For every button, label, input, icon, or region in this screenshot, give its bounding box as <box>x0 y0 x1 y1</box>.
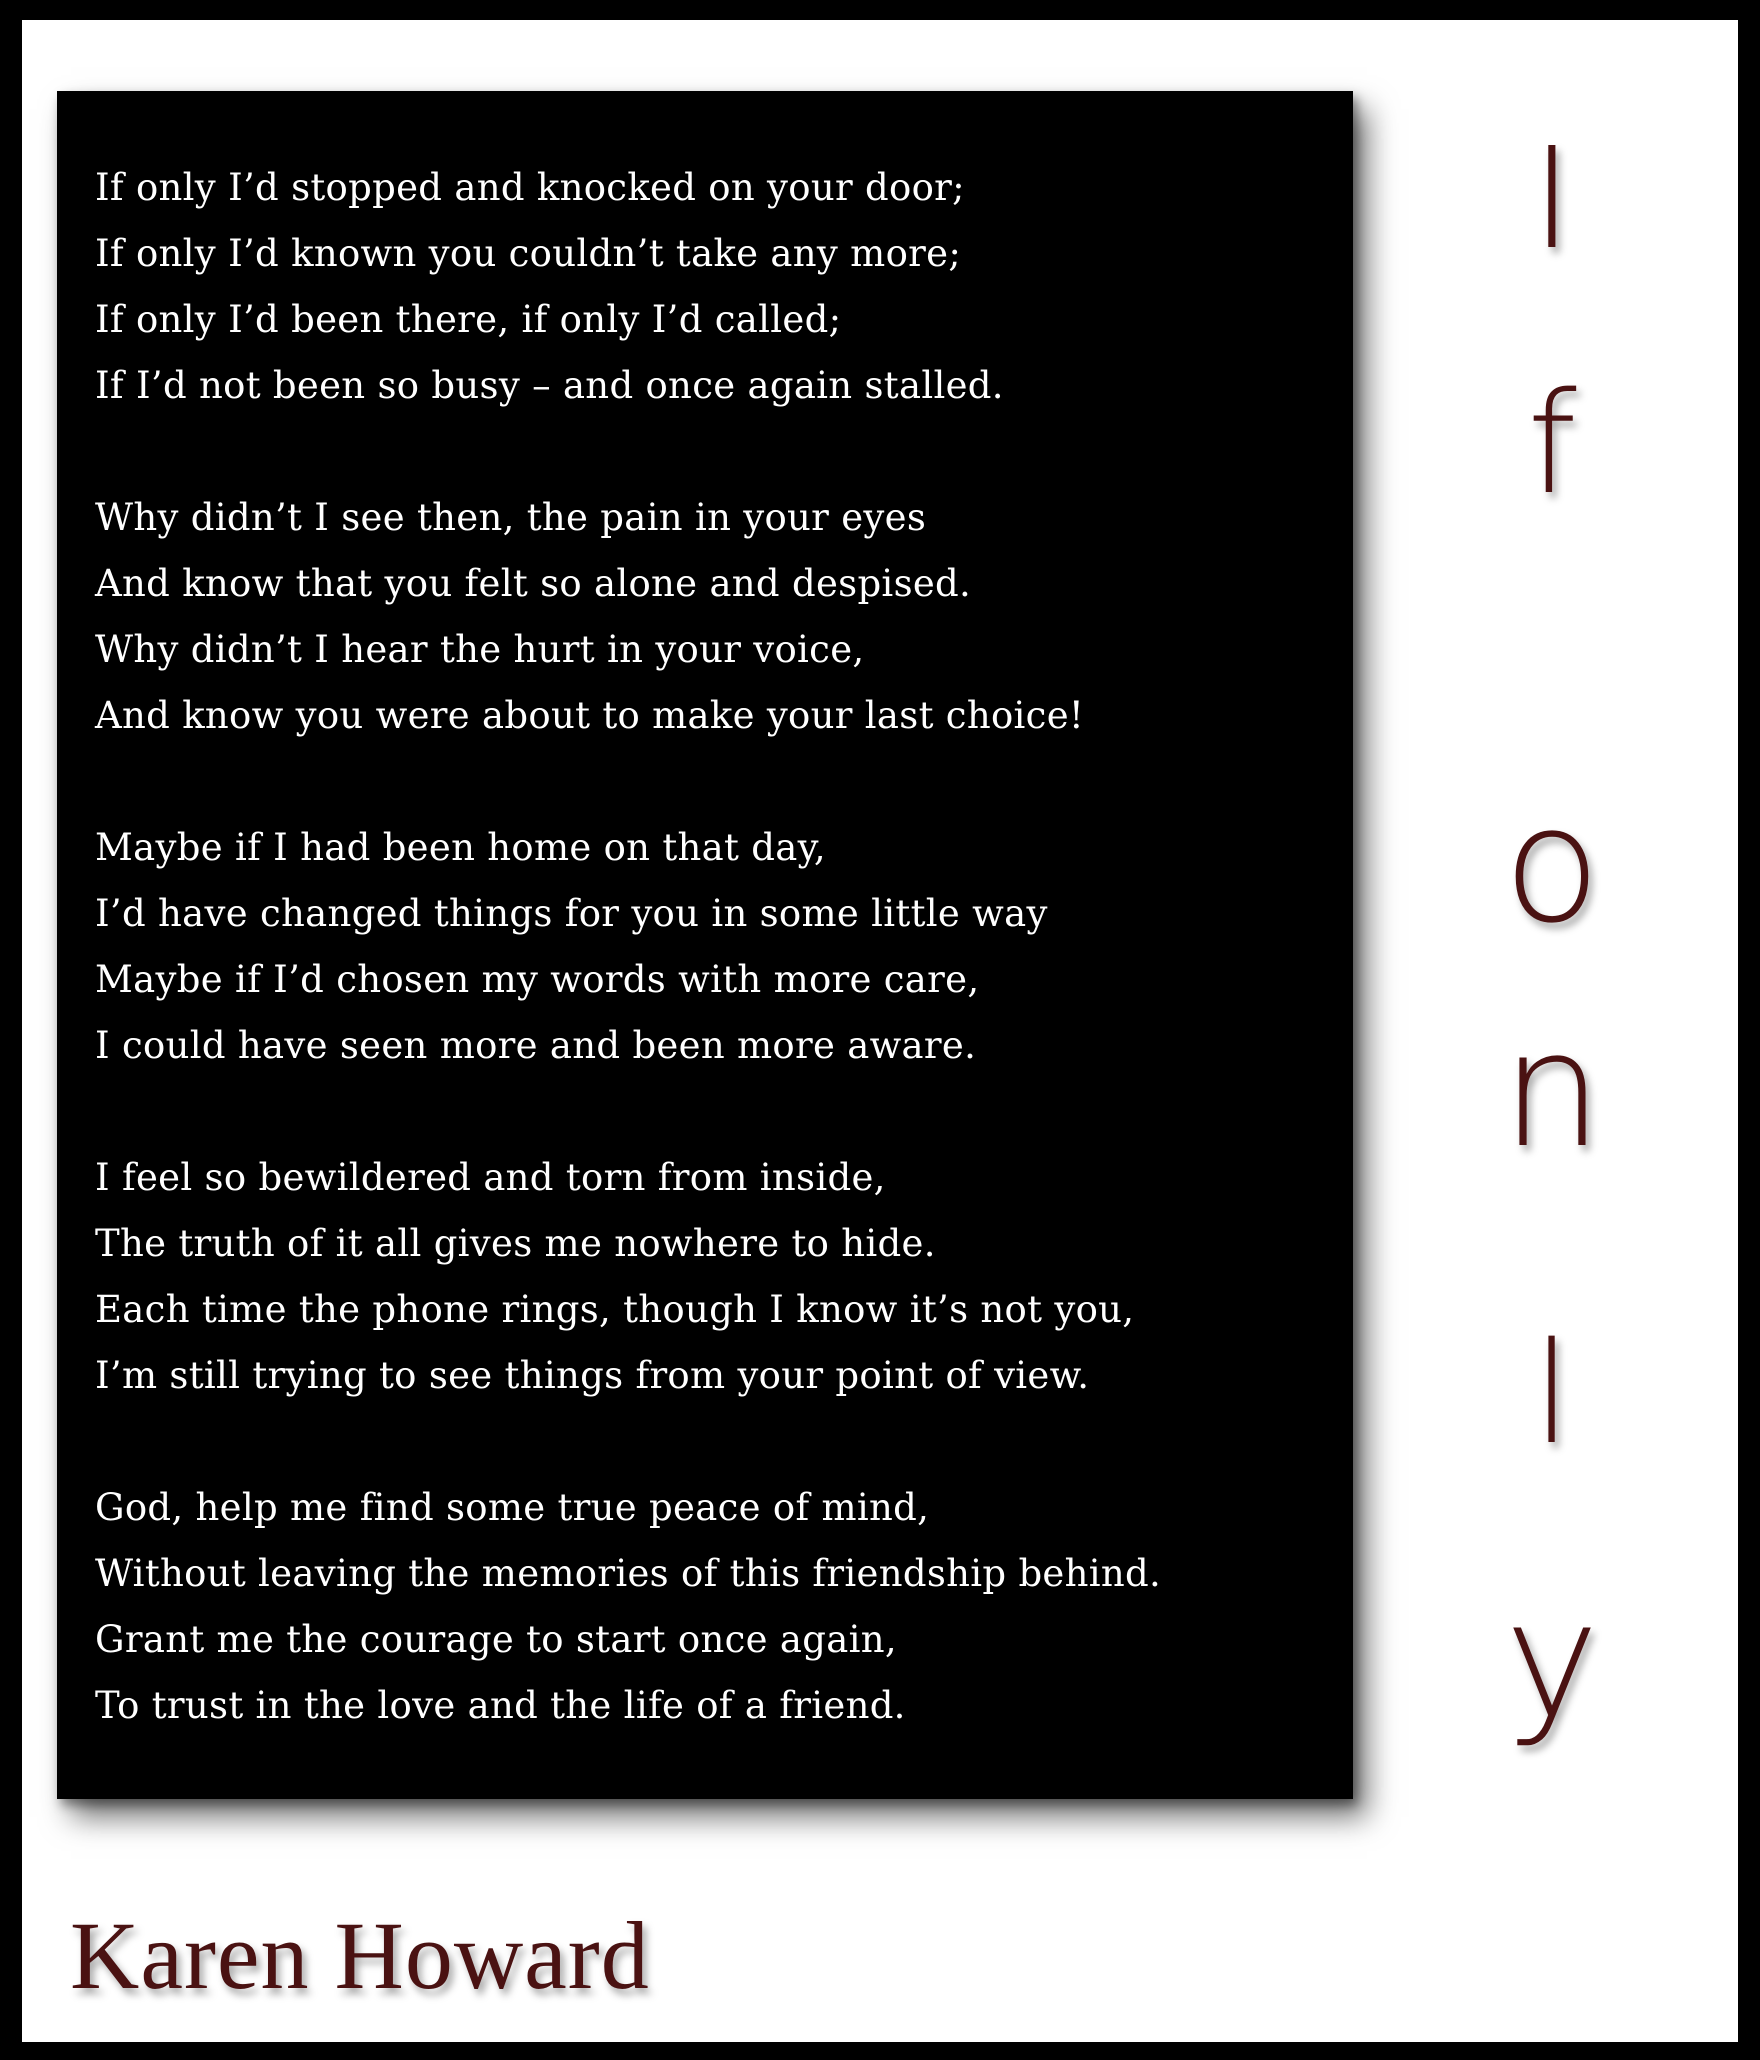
poem-line: And know you were about to make your last choice! <box>95 694 1085 737</box>
title-letter: o <box>1503 771 1601 958</box>
poem-line: Maybe if I had been home on that day, <box>95 826 826 869</box>
stanza-5 <box>95 1475 1353 1739</box>
poem-line: Why didn’t I see then, the pain in your eyes <box>95 496 927 539</box>
stanza-3 <box>95 815 1353 1079</box>
poem-line: If only I’d known you couldn’t take any more; <box>95 232 962 275</box>
poem-line: I feel so bewildered and torn from inside, <box>95 1156 886 1199</box>
poem-line: If only I’d stopped and knocked on your door; <box>95 166 965 209</box>
poem-line: To trust in the love and the life of a friend. <box>95 1684 906 1727</box>
poem-line: Why didn’t I hear the hurt in your voice, <box>95 628 865 671</box>
stanza-1 <box>95 155 1353 419</box>
poem-line: I could have seen more and been more aware. <box>95 1024 977 1067</box>
poem-line: Without leaving the memories of this friendship behind. <box>95 1552 1162 1595</box>
title-letter: f <box>1527 363 1577 526</box>
title-letter: I <box>1531 118 1573 281</box>
title-letter: y <box>1504 1566 1600 1753</box>
poem-line: And know that you felt so alone and despised. <box>95 562 972 605</box>
stanza-2 <box>95 485 1353 749</box>
title-letter: n <box>1501 996 1603 1183</box>
poem-box <box>57 91 1353 1799</box>
poem-line: The truth of it all gives me nowhere to hide. <box>95 1222 936 1265</box>
vertical-title <box>1442 118 1662 1830</box>
poem-line: God, help me find some true peace of mind, <box>95 1486 930 1529</box>
page-frame <box>22 20 1738 2042</box>
poem-line: I’m still trying to see things from your point of view. <box>95 1354 1090 1397</box>
poem-line: Each time the phone rings, though I know it’s not you, <box>95 1288 1135 1331</box>
title-letter: l <box>1532 1313 1572 1476</box>
poem-line: Grant me the courage to start once again, <box>95 1618 897 1661</box>
poem-line: Maybe if I’d chosen my words with more care, <box>95 958 980 1001</box>
poem-line: I’d have changed things for you in some little way <box>95 892 1048 935</box>
poem-line: If only I’d been there, if only I’d called; <box>95 298 842 341</box>
stanza-4 <box>95 1145 1353 1409</box>
poem-line: If I’d not been so busy – and once again stalled. <box>95 364 1004 407</box>
author-name: Karen Howard <box>70 1902 650 2009</box>
